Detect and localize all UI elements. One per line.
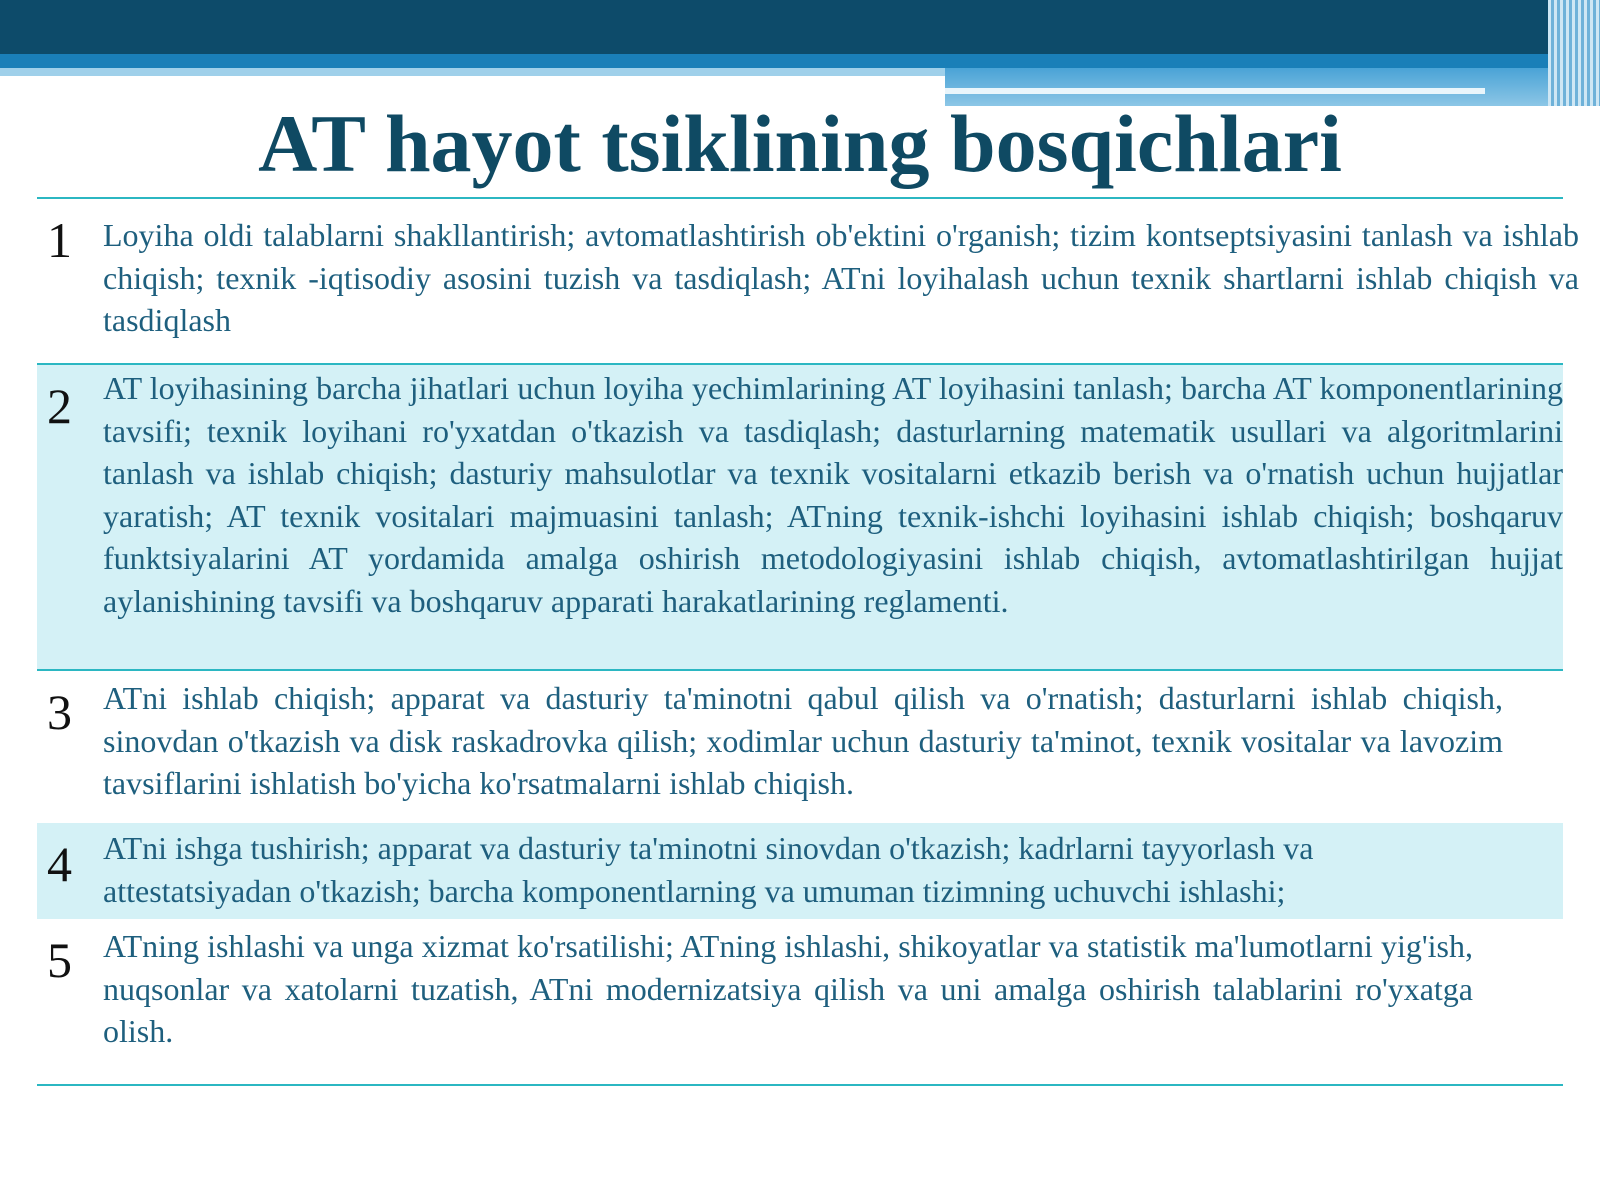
stage-number: 1 — [47, 212, 72, 268]
stage-number: 2 — [47, 378, 72, 434]
stage-description: AT loyihasining barcha jihatlari uchun loyiha yechimlarining AT loyihasini tanlash; barcha AT komponentlarining tavsifi; texnik loyihani ro'yxatdan o'tkazish va tasdiqlash; dasturlarning matematik usullari va algoritmlarini tanlash va ishlab chiqish; dasturiy mahsulotlar va texnik vositalarni etkazib berish va o'rnatish uchun hujjatlar yaratish; AT texnik vositalari majmuasini tanlash; ATning texnik-ishchi loyihasini ishlab chiqish; boshqaruv funktsiyalarini AT yordamida amalga oshirish metodologiyasini ishlab chiqish, avtomatlashtirilgan hujjat aylanishining tavsifi va boshqaruv apparati harakatlarining reglamenti. — [103, 370, 1563, 619]
header-bar-dark — [0, 0, 1600, 54]
stage-description: ATni ishlab chiqish; apparat va dasturiy ta'minotni qabul qilish va o'rnatish; dasturlarni ishlab chiqish, sinovdan o'tkazish va disk raskadrovka qilish; xodimlar uchun dasturiy ta'minot, texnik vositalar va lavozim tavsiflarini ishlatish bo'yicha ko'rsatmalarni ishlab chiqish. — [103, 680, 1503, 801]
header-right-stripes — [1548, 0, 1600, 106]
stage-description: ATning ishlashi va unga xizmat ko'rsatilishi; ATning ishlashi, shikoyatlar va statistik ma'lumotlarni yig'ish, nuqsonlar va xatolarni tuzatish, ATni modernizatsiya qilish va uni amalga oshirish talablarini ro'yxatga olish. — [103, 928, 1473, 1049]
header-white-strip — [945, 88, 1485, 94]
header-bar-light — [0, 68, 945, 76]
stage-row-5 — [37, 919, 1563, 1084]
stage-description: Loyiha oldi talablarni shakllantirish; avtomatlashtirish ob'ektini o'rganish; tizim kontseptsiyasini tanlash va ishlab chiqish; texnik -iqtisodiy asosini tuzish va tasdiqlash; ATni loyihalash uchun texnik shartlarni ishlab chiqish va tasdiqlash — [103, 217, 1579, 338]
slide-title: AT hayot tsiklining bosqichlari — [258, 98, 1342, 189]
stage-number: 5 — [47, 932, 72, 988]
stage-row-2 — [37, 365, 1563, 669]
stage-description: ATni ishga tushirish; apparat va dasturiy ta'minotni sinovdan o'tkazish; kadrlarni tayyorlash va attestatsiyadan o'tkazish; barcha komponentlarning va umuman tizimning uchuvchi ishlashi; — [103, 830, 1314, 909]
stage-row-4 — [37, 823, 1563, 919]
stage-number: 4 — [47, 836, 72, 892]
stage-row-3 — [37, 671, 1563, 823]
header-bar-mid — [0, 54, 1600, 68]
table-bottom-rule — [37, 1084, 1563, 1086]
stage-row-1 — [37, 199, 1579, 363]
stage-number: 3 — [47, 684, 72, 740]
